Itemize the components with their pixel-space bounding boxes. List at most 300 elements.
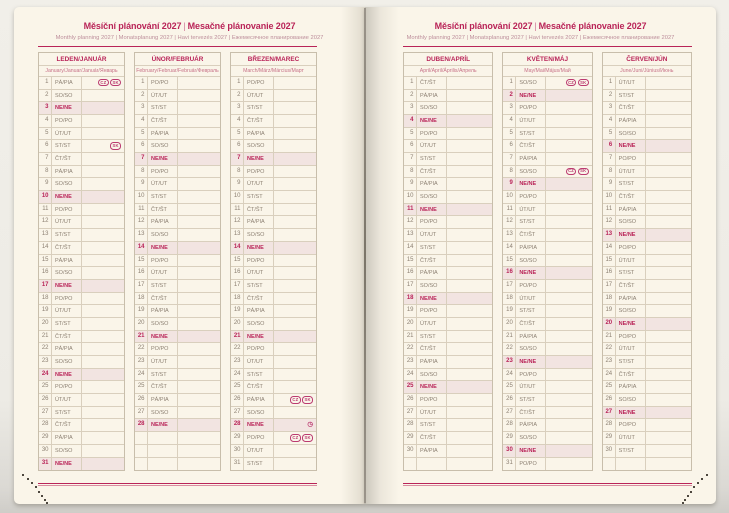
day-row — [135, 153, 220, 166]
notes-cell — [178, 140, 220, 152]
day-number: 23 — [135, 356, 148, 368]
weekday-abbrev: PÁ/PIA — [417, 90, 447, 102]
day-number: 5 — [404, 128, 417, 140]
empty-day-row — [404, 458, 492, 471]
weekday-abbrev: NE/NE — [516, 90, 546, 102]
notes-cell — [447, 432, 492, 444]
holiday-badge-sk: SK — [302, 396, 313, 403]
day-number: 5 — [231, 128, 244, 140]
day-number: 3 — [231, 102, 244, 114]
notes-cell — [82, 381, 124, 393]
weekday-abbrev: PÁ/PIA — [616, 381, 646, 393]
header-rule — [38, 46, 317, 47]
day-number: 28 — [603, 419, 616, 431]
day-number: 29 — [503, 432, 516, 444]
day-row — [231, 153, 316, 166]
day-number: 13 — [503, 229, 516, 241]
day-row — [39, 140, 124, 153]
notes-cell — [447, 229, 492, 241]
day-row — [603, 191, 691, 204]
day-row — [39, 343, 124, 356]
day-row — [404, 318, 492, 331]
notes-cell — [646, 128, 691, 140]
day-number: 30 — [404, 445, 417, 457]
page-title — [14, 21, 365, 32]
notes-cell — [646, 255, 691, 267]
weekday-abbrev: ST/ST — [616, 178, 646, 190]
notes-cell — [447, 369, 492, 381]
day-row — [231, 445, 316, 458]
day-row — [39, 331, 124, 344]
day-number: 3 — [503, 102, 516, 114]
day-number: 25 — [603, 381, 616, 393]
day-number: 27 — [503, 407, 516, 419]
notes-cell — [447, 305, 492, 317]
weekday-abbrev: ÚT/UT — [616, 77, 646, 89]
day-number: 1 — [135, 77, 148, 89]
day-row — [503, 191, 591, 204]
notes-cell — [178, 419, 220, 431]
day-row — [39, 305, 124, 318]
weekday-abbrev: NE/NE — [148, 419, 178, 431]
weekday-abbrev: ÚT/UT — [417, 229, 447, 241]
weekday-abbrev: PÁ/PIA — [516, 419, 546, 431]
day-row — [231, 331, 316, 344]
day-row — [603, 369, 691, 382]
weekday-abbrev: PÁ/PIA — [616, 115, 646, 127]
day-row — [503, 445, 591, 458]
weekday-abbrev: SO/SO — [516, 432, 546, 444]
notes-cell — [546, 115, 591, 127]
notes-cell — [274, 90, 316, 102]
day-row — [404, 102, 492, 115]
weekday-abbrev: NE/NE — [52, 369, 82, 381]
weekday-abbrev: ČT/ŠT — [148, 293, 178, 305]
weekday-abbrev: ČT/ŠT — [616, 191, 646, 203]
weekday-abbrev: ST/ST — [148, 280, 178, 292]
day-row — [135, 115, 220, 128]
page-title-slovak: Mesačné plánovanie 2027 — [538, 21, 647, 31]
day-row — [404, 445, 492, 458]
notes-cell — [82, 407, 124, 419]
day-number: 21 — [135, 331, 148, 343]
notes-cell — [546, 305, 591, 317]
notes-cell — [546, 242, 591, 254]
notes-cell — [178, 128, 220, 140]
day-number: 23 — [231, 356, 244, 368]
weekday-abbrev: SO/SO — [244, 140, 274, 152]
day-number: 16 — [39, 267, 52, 279]
weekday-abbrev: ÚT/UT — [148, 178, 178, 190]
notes-cell — [82, 102, 124, 114]
day-number: 24 — [135, 369, 148, 381]
weekday-abbrev: PÁ/PIA — [244, 216, 274, 228]
day-number: 2 — [231, 90, 244, 102]
notes-cell — [646, 242, 691, 254]
weekday-abbrev: ST/ST — [616, 90, 646, 102]
weekday-abbrev: ST/ST — [516, 128, 546, 140]
notes-cell — [546, 445, 591, 457]
month-kveten-maj — [502, 52, 592, 471]
notes-cell — [646, 343, 691, 355]
month-name-languages: March/März/Március/Март — [231, 66, 316, 77]
day-row — [231, 115, 316, 128]
notes-cell — [447, 255, 492, 267]
day-row — [39, 128, 124, 141]
weekday-abbrev: PÁ/PIA — [417, 267, 447, 279]
day-number: 17 — [603, 280, 616, 292]
weekday-abbrev: ST/ST — [616, 267, 646, 279]
weekday-abbrev: NE/NE — [52, 280, 82, 292]
day-number: 27 — [603, 407, 616, 419]
day-number: 7 — [135, 153, 148, 165]
notes-cell — [274, 178, 316, 190]
day-row — [404, 432, 492, 445]
day-row — [39, 280, 124, 293]
day-number: 30 — [603, 445, 616, 457]
month-cerven-jun — [602, 52, 692, 471]
weekday-abbrev: ČT/ŠT — [148, 204, 178, 216]
day-number: 19 — [135, 305, 148, 317]
holiday-badge-sk: SK — [578, 79, 589, 86]
month-name-languages: May/Mai/Május/Май — [503, 66, 591, 77]
day-row — [603, 255, 691, 268]
weekday-abbrev: SO/SO — [516, 255, 546, 267]
day-number: 18 — [231, 293, 244, 305]
day-row — [603, 267, 691, 280]
day-number: 4 — [231, 115, 244, 127]
weekday-abbrev: SO/SO — [516, 77, 546, 89]
notes-cell — [82, 191, 124, 203]
notes-cell — [546, 153, 591, 165]
notes-cell — [178, 343, 220, 355]
notes-cell — [546, 356, 591, 368]
notes-cell — [447, 318, 492, 330]
weekday-abbrev: PÁ/PIA — [616, 293, 646, 305]
day-number: 13 — [603, 229, 616, 241]
day-row — [503, 166, 591, 179]
notes-cell — [274, 140, 316, 152]
notes-cell — [546, 77, 591, 89]
weekday-abbrev: ÚT/UT — [616, 432, 646, 444]
notes-cell — [646, 369, 691, 381]
perforation-dot — [684, 499, 686, 501]
weekday-abbrev: NE/NE — [244, 153, 274, 165]
weekday-abbrev: PÁ/PIA — [417, 178, 447, 190]
day-number: 30 — [39, 445, 52, 457]
day-row — [231, 280, 316, 293]
weekday-abbrev: ÚT/UT — [52, 216, 82, 228]
month-name: ČERVEN/JÚN — [603, 53, 691, 66]
day-row — [404, 369, 492, 382]
weekday-abbrev: PÁ/PIA — [148, 305, 178, 317]
notes-cell — [82, 77, 124, 89]
holiday-badge-cz: CZ — [290, 396, 301, 403]
day-number: 27 — [39, 407, 52, 419]
notes-cell — [82, 242, 124, 254]
day-number: 22 — [135, 343, 148, 355]
day-row — [603, 216, 691, 229]
day-row — [39, 229, 124, 242]
weekday-abbrev: PÁ/PIA — [616, 204, 646, 216]
day-number: 11 — [135, 204, 148, 216]
day-row — [404, 229, 492, 242]
notes-cell — [646, 305, 691, 317]
day-row — [603, 115, 691, 128]
day-number: 22 — [39, 343, 52, 355]
day-row — [231, 318, 316, 331]
weekday-abbrev: ÚT/UT — [417, 318, 447, 330]
day-row — [231, 432, 316, 445]
day-number: 18 — [135, 293, 148, 305]
notes-cell — [546, 204, 591, 216]
notes-cell — [646, 381, 691, 393]
day-number: 9 — [404, 178, 417, 190]
day-row — [39, 242, 124, 255]
notes-cell — [546, 381, 591, 393]
day-number: 2 — [404, 90, 417, 102]
day-number: 2 — [603, 90, 616, 102]
perforation-dot — [687, 495, 689, 497]
notes-cell — [447, 90, 492, 102]
notes-cell — [447, 242, 492, 254]
notes-cell — [447, 115, 492, 127]
holiday-badge-sk: SK — [302, 434, 313, 441]
perforation-dot — [27, 478, 29, 480]
weekday-abbrev: ST/ST — [244, 191, 274, 203]
day-number: 17 — [39, 280, 52, 292]
weekday-abbrev: ST/ST — [417, 419, 447, 431]
notes-cell — [178, 90, 220, 102]
day-row — [503, 356, 591, 369]
notes-cell — [447, 280, 492, 292]
day-number: 15 — [135, 255, 148, 267]
weekday-abbrev: PO/PO — [244, 343, 274, 355]
day-number: 10 — [39, 191, 52, 203]
notes-cell — [274, 394, 316, 406]
day-row — [135, 318, 220, 331]
day-number: 23 — [603, 356, 616, 368]
holiday-badge-sk: SK — [110, 142, 121, 149]
weekday-abbrev: PO/PO — [616, 419, 646, 431]
weekday-abbrev: PO/PO — [244, 77, 274, 89]
day-number: 17 — [231, 280, 244, 292]
day-row — [135, 140, 220, 153]
day-number: 2 — [39, 90, 52, 102]
day-row — [503, 115, 591, 128]
day-number: 10 — [503, 191, 516, 203]
weekday-abbrev: PO/PO — [417, 216, 447, 228]
day-row — [135, 166, 220, 179]
notes-cell — [274, 267, 316, 279]
weekday-abbrev: SO/SO — [616, 394, 646, 406]
notes-cell — [178, 229, 220, 241]
day-number: 17 — [404, 280, 417, 292]
notes-cell — [546, 178, 591, 190]
notes-cell — [646, 90, 691, 102]
day-number: 17 — [503, 280, 516, 292]
day-row — [39, 204, 124, 217]
dst-clock-icon: ◷ — [307, 421, 313, 429]
day-number: 12 — [231, 216, 244, 228]
page-title-czech: Měsíční plánování 2027 — [434, 21, 533, 31]
notes-cell — [82, 369, 124, 381]
day-number: 7 — [503, 153, 516, 165]
day-row — [603, 419, 691, 432]
month-name-languages: June/Juni/Június/Июнь — [603, 66, 691, 77]
weekday-abbrev: ÚT/UT — [52, 305, 82, 317]
day-number: 16 — [503, 267, 516, 279]
weekday-abbrev: ST/ST — [516, 305, 546, 317]
day-row — [404, 293, 492, 306]
day-row — [503, 305, 591, 318]
day-row — [404, 407, 492, 420]
weekday-abbrev: PÁ/PIA — [52, 77, 82, 89]
day-row — [603, 153, 691, 166]
notes-cell — [274, 381, 316, 393]
day-row — [503, 216, 591, 229]
weekday-abbrev: PO/PO — [616, 153, 646, 165]
day-row — [603, 343, 691, 356]
notes-cell — [646, 140, 691, 152]
day-row — [39, 445, 124, 458]
notes-cell — [447, 293, 492, 305]
empty-day-row — [135, 445, 220, 458]
right-page — [365, 7, 716, 504]
weekday-abbrev: PO/PO — [148, 77, 178, 89]
notes-cell — [178, 191, 220, 203]
weekday-abbrev: PÁ/PIA — [52, 343, 82, 355]
day-number: 6 — [135, 140, 148, 152]
day-number: 1 — [503, 77, 516, 89]
weekday-abbrev: SO/SO — [52, 445, 82, 457]
notes-cell — [178, 267, 220, 279]
day-number: 20 — [231, 318, 244, 330]
day-number: 1 — [404, 77, 417, 89]
day-row — [39, 153, 124, 166]
title-separator-icon: | — [183, 21, 186, 31]
notes-cell — [274, 128, 316, 140]
notes-cell — [546, 280, 591, 292]
day-number: 20 — [404, 318, 417, 330]
day-number: 6 — [603, 140, 616, 152]
weekday-abbrev: NE/NE — [52, 191, 82, 203]
weekday-abbrev: PO/PO — [148, 255, 178, 267]
weekday-abbrev: NE/NE — [516, 178, 546, 190]
month-name: ÚNOR/FEBRUÁR — [135, 53, 220, 66]
notes-cell — [178, 318, 220, 330]
notes-cell — [447, 343, 492, 355]
notes-cell — [274, 242, 316, 254]
day-number: 12 — [404, 216, 417, 228]
notes-cell — [546, 343, 591, 355]
weekday-abbrev: ČT/ŠT — [417, 432, 447, 444]
notes-cell — [447, 178, 492, 190]
notes-cell — [82, 280, 124, 292]
notes-cell — [447, 407, 492, 419]
holiday-badge-sk: SK — [578, 168, 589, 175]
day-row — [135, 305, 220, 318]
day-row — [231, 242, 316, 255]
day-row — [135, 381, 220, 394]
day-row — [503, 255, 591, 268]
day-row — [39, 293, 124, 306]
day-number: 27 — [404, 407, 417, 419]
day-number: 23 — [39, 356, 52, 368]
day-row — [404, 204, 492, 217]
weekday-abbrev: SO/SO — [148, 318, 178, 330]
day-row — [39, 191, 124, 204]
day-number: 10 — [603, 191, 616, 203]
weekday-abbrev: PÁ/PIA — [244, 394, 274, 406]
notes-cell — [646, 318, 691, 330]
day-number: 1 — [39, 77, 52, 89]
page-subtitle: Monthly planning 2027 | Monatsplanung 2027 | Havi tervezés 2027 | Ежемесячное планирование 2027 — [406, 34, 675, 41]
day-row — [603, 293, 691, 306]
notes-cell — [178, 115, 220, 127]
notes-cell — [274, 318, 316, 330]
day-number: 22 — [603, 343, 616, 355]
day-row — [135, 255, 220, 268]
day-row — [39, 356, 124, 369]
day-number: 25 — [503, 381, 516, 393]
months-left — [38, 52, 317, 471]
day-number: 9 — [231, 178, 244, 190]
day-number: 8 — [503, 166, 516, 178]
notes-cell — [546, 255, 591, 267]
months-right — [403, 52, 692, 471]
weekday-abbrev: ÚT/UT — [244, 267, 274, 279]
weekday-abbrev: PO/PO — [244, 255, 274, 267]
day-row — [503, 407, 591, 420]
day-row — [231, 90, 316, 103]
day-row — [135, 90, 220, 103]
day-number: 11 — [603, 204, 616, 216]
day-row — [135, 280, 220, 293]
notes-cell — [274, 331, 316, 343]
day-number: 8 — [603, 166, 616, 178]
day-number: 25 — [404, 381, 417, 393]
weekday-abbrev: ST/ST — [148, 191, 178, 203]
day-number: 14 — [135, 242, 148, 254]
day-number: 5 — [135, 128, 148, 140]
day-number: 26 — [404, 394, 417, 406]
weekday-abbrev: PO/PO — [244, 166, 274, 178]
day-number: 24 — [503, 369, 516, 381]
weekday-abbrev: NE/NE — [148, 331, 178, 343]
day-row — [231, 140, 316, 153]
day-row — [404, 331, 492, 344]
day-row — [135, 293, 220, 306]
weekday-abbrev: ČT/ŠT — [148, 115, 178, 127]
weekday-abbrev: ST/ST — [52, 140, 82, 152]
notes-cell — [546, 140, 591, 152]
notes-cell — [274, 191, 316, 203]
day-row — [404, 128, 492, 141]
day-number: 11 — [404, 204, 417, 216]
day-row — [39, 369, 124, 382]
day-row — [503, 394, 591, 407]
weekday-abbrev: SO/SO — [244, 229, 274, 241]
empty-day-row — [603, 458, 691, 471]
day-row — [135, 356, 220, 369]
day-row — [503, 178, 591, 191]
day-row — [603, 178, 691, 191]
weekday-abbrev: ST/ST — [244, 280, 274, 292]
notes-cell — [274, 280, 316, 292]
day-row — [603, 90, 691, 103]
weekday-abbrev: PO/PO — [516, 369, 546, 381]
